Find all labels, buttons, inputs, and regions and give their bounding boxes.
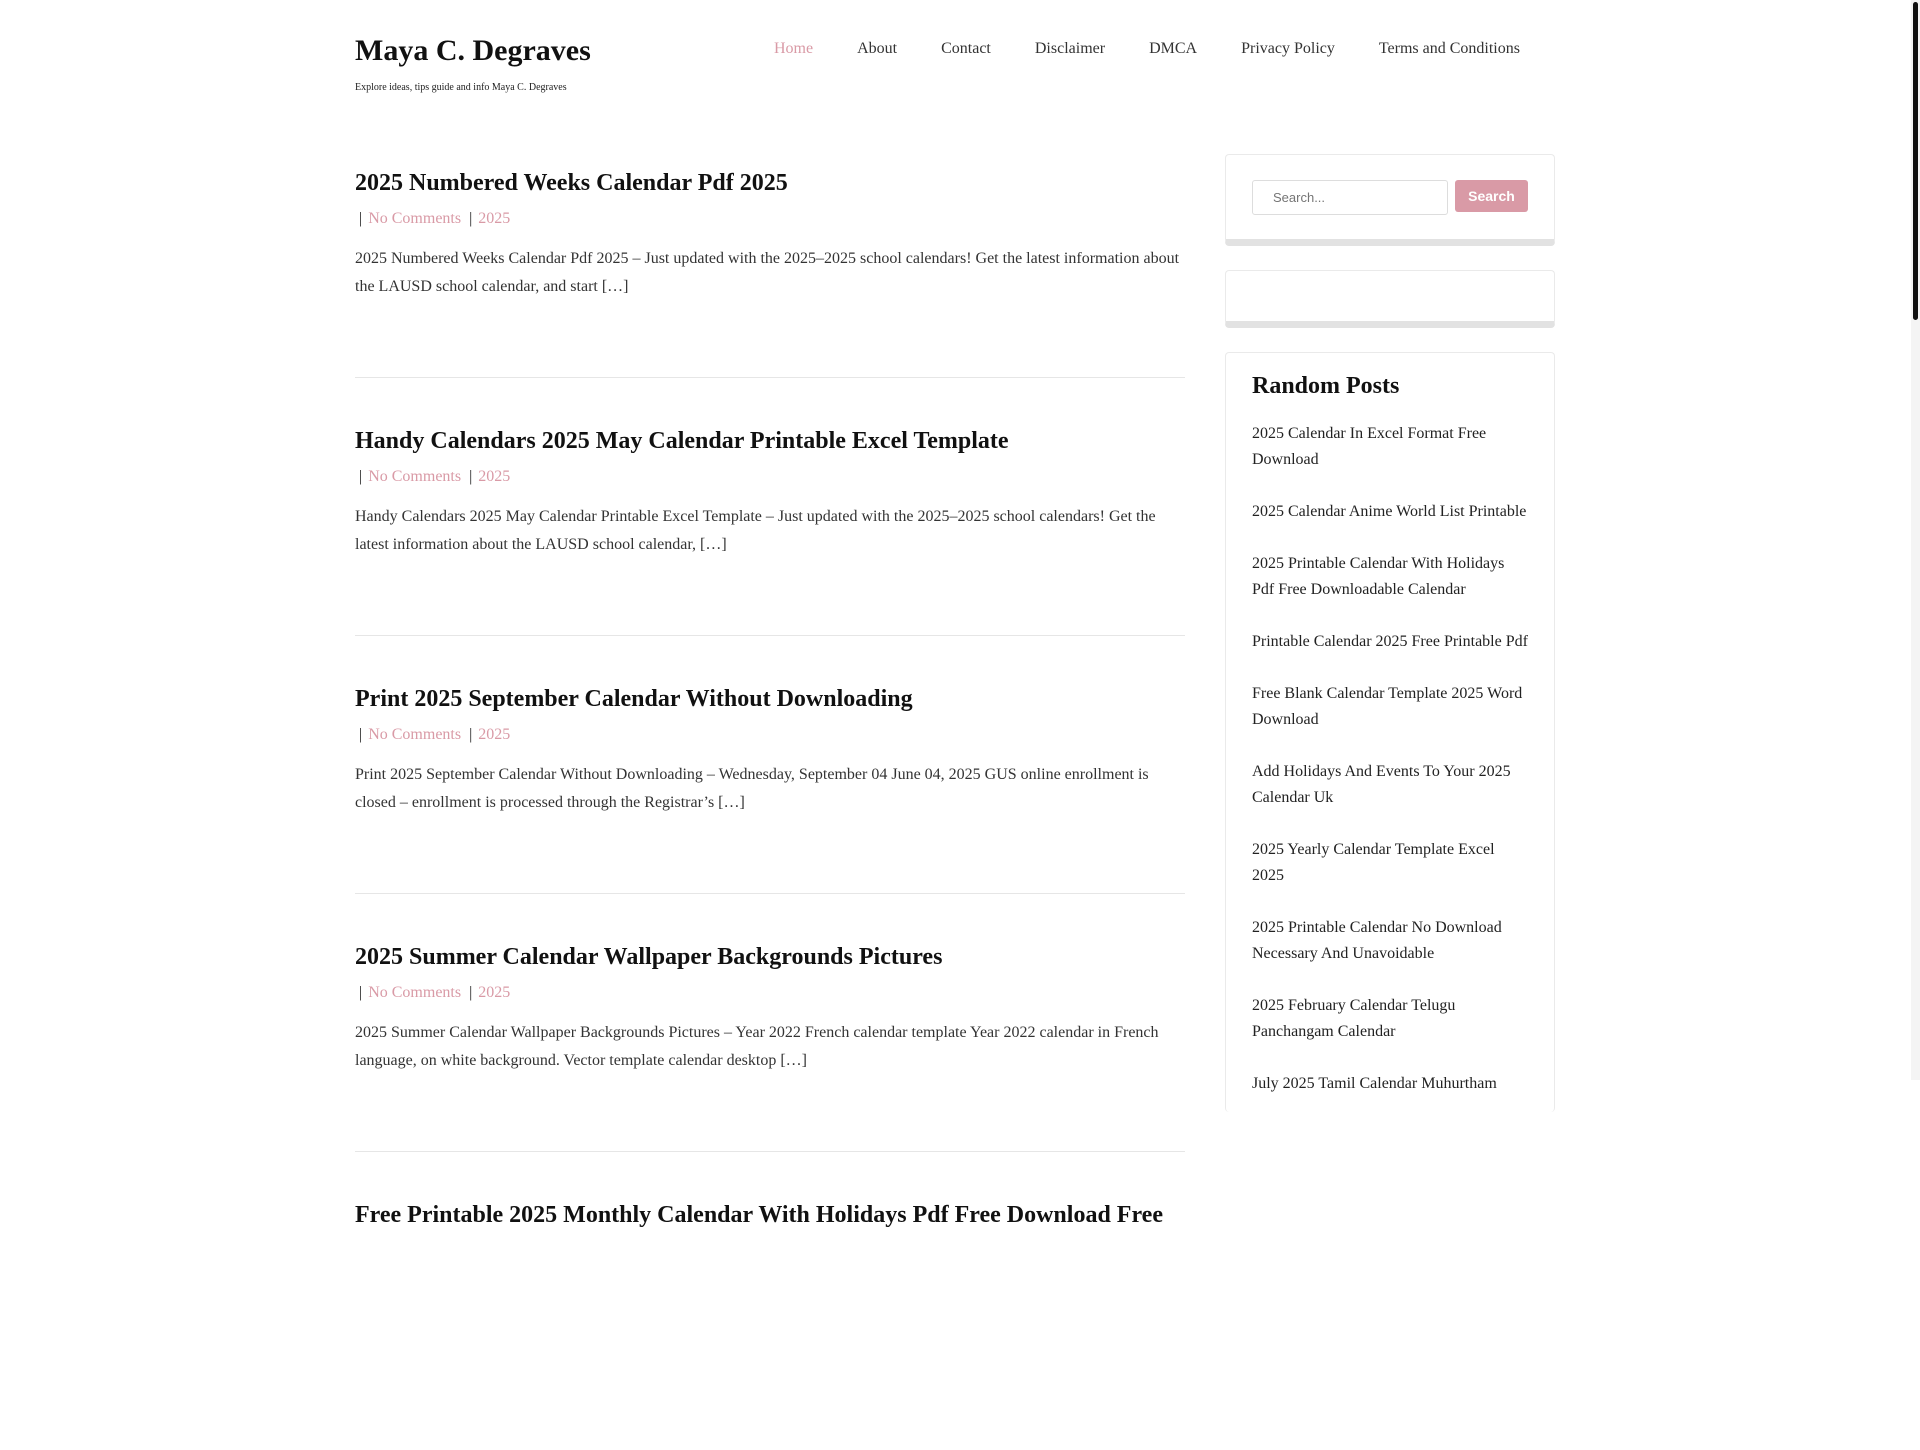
meta-separator: |	[469, 210, 473, 227]
nav-disclaimer[interactable]: Disclaimer	[1034, 40, 1106, 57]
random-post-item[interactable]	[1252, 993, 1528, 1045]
random-post-item[interactable]	[1252, 681, 1528, 733]
post-comments-link[interactable]: No Comments	[368, 984, 462, 1001]
meta-separator: |	[359, 468, 363, 485]
random-post-link[interactable]: 2025 Yearly Calendar Template Excel 2025	[1252, 841, 1495, 884]
post-title[interactable]: Print 2025 September Calendar Without Downloading	[355, 686, 913, 712]
site-title[interactable]: Maya C. Degraves	[355, 34, 591, 67]
post-excerpt: 2025 Numbered Weeks Calendar Pdf 2025 – Just updated with the 2025–2025 school calendars! Get the latest information about the LAUSD school calendar, and start […]	[355, 250, 1180, 295]
random-post-item[interactable]	[1252, 1071, 1528, 1097]
post-excerpt: Print 2025 September Calendar Without Downloading – Wednesday, September 04 June 04, 2025 GUS online enrollment is closed – enrollment is processed through the Registrar’s […]	[355, 766, 1149, 811]
meta-separator: |	[359, 726, 363, 743]
post-title[interactable]: Free Printable 2025 Monthly Calendar With Holidays Pdf Free Download Free	[355, 1202, 1163, 1228]
random-post-link[interactable]: Printable Calendar 2025 Free Printable Pdf	[1252, 633, 1528, 650]
random-post-link[interactable]: 2025 Calendar In Excel Format Free Download	[1252, 425, 1487, 468]
random-post-item[interactable]	[1252, 915, 1528, 967]
post-item	[355, 934, 1185, 1152]
random-post-item[interactable]	[1252, 759, 1528, 811]
nav-dmca[interactable]: DMCA	[1149, 40, 1198, 57]
random-posts-widget	[1225, 352, 1555, 1112]
post-list	[355, 160, 1185, 1450]
random-post-link[interactable]: Free Blank Calendar Template 2025 Word Download	[1252, 685, 1523, 728]
post-meta	[355, 466, 1185, 488]
main-nav	[774, 38, 1520, 60]
search-button[interactable]: Search	[1455, 180, 1528, 212]
post-excerpt: 2025 Summer Calendar Wallpaper Backgrounds Pictures – Year 2022 French calendar template Year 2022 calendar in French language, on white background. Vector template calendar desktop […]	[355, 1024, 1159, 1069]
post-comments-link[interactable]: No Comments	[368, 726, 462, 743]
random-posts-title: Random Posts	[1252, 373, 1400, 399]
nav-contact[interactable]: Contact	[941, 40, 991, 57]
post-title[interactable]: 2025 Summer Calendar Wallpaper Backgrounds Pictures	[355, 944, 943, 970]
nav-about[interactable]: About	[857, 40, 898, 57]
random-post-link[interactable]: July 2025 Tamil Calendar Muhurtham	[1252, 1075, 1497, 1092]
random-post-item[interactable]	[1252, 629, 1528, 655]
nav-terms[interactable]: Terms and Conditions	[1378, 40, 1520, 57]
site-description: Explore ideas, tips guide and info Maya C. Degraves	[355, 82, 567, 93]
post-category-link[interactable]: 2025	[478, 468, 511, 485]
post-comments-link[interactable]: No Comments	[368, 210, 462, 227]
random-post-link[interactable]: 2025 February Calendar Telugu Panchangam Calendar	[1252, 997, 1456, 1040]
post-excerpt: Handy Calendars 2025 May Calendar Printable Excel Template – Just updated with the 2025–2025 school calendars! Get the latest information about the LAUSD school calendar, […]	[355, 508, 1156, 553]
empty-widget	[1225, 270, 1555, 328]
meta-separator: |	[359, 210, 363, 227]
post-meta	[355, 724, 1185, 746]
sidebar	[1225, 154, 1555, 1136]
random-post-item[interactable]	[1252, 499, 1528, 525]
random-post-item[interactable]	[1252, 421, 1528, 473]
search-widget	[1225, 154, 1555, 246]
meta-separator: |	[469, 726, 473, 743]
post-title[interactable]: 2025 Numbered Weeks Calendar Pdf 2025	[355, 170, 788, 196]
random-post-link[interactable]: 2025 Calendar Anime World List Printable	[1252, 503, 1527, 520]
post-item	[355, 418, 1185, 636]
post-category-link[interactable]: 2025	[478, 726, 511, 743]
post-category-link[interactable]: 2025	[478, 984, 511, 1001]
nav-home[interactable]: Home	[774, 40, 814, 57]
post-comments-link[interactable]: No Comments	[368, 468, 462, 485]
post-item	[355, 676, 1185, 894]
post-meta	[355, 982, 1185, 1004]
random-post-link[interactable]: Add Holidays And Events To Your 2025 Calendar Uk	[1252, 763, 1511, 806]
nav-privacy-policy[interactable]: Privacy Policy	[1241, 40, 1335, 57]
random-post-item[interactable]	[1252, 551, 1528, 603]
random-post-item[interactable]	[1252, 837, 1528, 889]
post-category-link[interactable]: 2025	[478, 210, 511, 227]
meta-separator: |	[469, 984, 473, 1001]
meta-separator: |	[359, 984, 363, 1001]
meta-separator: |	[469, 468, 473, 485]
post-item	[355, 1192, 1185, 1410]
page-scrollbar[interactable]	[1911, 0, 1920, 1080]
post-title[interactable]: Handy Calendars 2025 May Calendar Printable Excel Template	[355, 428, 1009, 454]
search-input[interactable]	[1252, 180, 1448, 215]
scrollbar-thumb[interactable]	[1913, 2, 1918, 320]
random-post-link[interactable]: 2025 Printable Calendar With Holidays Pdf Free Downloadable Calendar	[1252, 555, 1505, 598]
post-item	[355, 160, 1185, 378]
random-post-link[interactable]: 2025 Printable Calendar No Download Necessary And Unavoidable	[1252, 919, 1502, 962]
post-meta	[355, 208, 1185, 230]
